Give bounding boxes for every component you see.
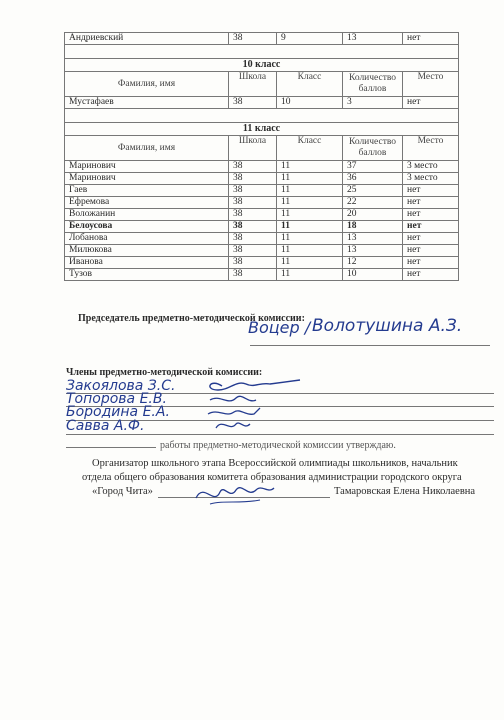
member-name: Топорова Е.В.: [66, 391, 167, 407]
table-row: [65, 197, 459, 209]
cell-score: 3: [343, 97, 403, 109]
cell-class: 9: [277, 33, 343, 45]
cell-score: 25: [343, 185, 403, 197]
table-row: [65, 221, 459, 233]
cell-school: 38: [229, 245, 277, 257]
col-header-score: Количество баллов: [343, 136, 403, 161]
cell-class: 11: [277, 197, 343, 209]
cell-school: 38: [229, 33, 277, 45]
cell-school: 38: [229, 269, 277, 281]
cell-score: 10: [343, 269, 403, 281]
cell-name: Мустафаев: [65, 97, 229, 109]
cell-class: 11: [277, 209, 343, 221]
table-row: [65, 257, 459, 269]
cell-place: 3 место: [403, 161, 459, 173]
col-header-class: Класс: [277, 72, 343, 97]
header-row-11: [65, 136, 459, 161]
cell-name: Ефремова: [65, 197, 229, 209]
chair-signature-name: Волотушина А.З.: [312, 316, 463, 336]
section-title-11: 11 класс: [65, 123, 459, 136]
table-row: [65, 245, 459, 257]
organizer-line-1: Организатор школьного этапа Всероссийской олимпиады школьников, начальник: [92, 458, 458, 469]
cell-name: Гаев: [65, 185, 229, 197]
chair-label: Председатель предметно-методической комиссии:: [78, 313, 305, 324]
cell-class: 11: [277, 269, 343, 281]
approval-line: [66, 447, 156, 448]
spacer-row: [65, 109, 459, 123]
cell-name: Милюкова: [65, 245, 229, 257]
cell-class: 10: [277, 97, 343, 109]
col-header-name: Фамилия, имя: [65, 136, 229, 161]
cell-place: нет: [403, 221, 459, 233]
cell-score: 36: [343, 173, 403, 185]
cell-score: 20: [343, 209, 403, 221]
chair-signature-line: [250, 345, 490, 346]
cell-name: Маринович: [65, 161, 229, 173]
cell-school: 38: [229, 257, 277, 269]
table-row: [65, 209, 459, 221]
cell-score: 12: [343, 257, 403, 269]
cell-class: 11: [277, 221, 343, 233]
cell-school: 38: [229, 221, 277, 233]
cell-school: 38: [229, 97, 277, 109]
cell-school: 38: [229, 161, 277, 173]
cell-score: 37: [343, 161, 403, 173]
cell-name: Тузов: [65, 269, 229, 281]
cell-place: нет: [403, 33, 459, 45]
cell-school: 38: [229, 197, 277, 209]
organizer-name: Тамаровская Елена Николаевна: [334, 486, 476, 497]
cell-score: 18: [343, 221, 403, 233]
cell-place: нет: [403, 233, 459, 245]
cell-place: нет: [403, 245, 459, 257]
cell-place: нет: [403, 269, 459, 281]
grade11-rows: [65, 161, 459, 281]
members-label: Члены предметно-методической комиссии:: [66, 367, 263, 378]
organizer-line-2: отдела общего образования комитета образования администрации городского округа: [82, 472, 462, 483]
section-title-10: 10 класс: [65, 59, 459, 72]
cell-place: нет: [403, 209, 459, 221]
cell-score: 22: [343, 197, 403, 209]
results-table: [64, 32, 459, 281]
cell-school: 38: [229, 185, 277, 197]
member-name: Закоялова З.С.: [66, 378, 176, 394]
approval-text: работы предметно-методической комиссии утверждаю.: [160, 440, 396, 451]
table-row: [65, 173, 459, 185]
member-name: Савва А.Ф.: [66, 418, 145, 434]
cell-name: Андриевский: [65, 33, 229, 45]
col-header-name: Фамилия, имя: [65, 72, 229, 97]
cell-school: 38: [229, 173, 277, 185]
cell-school: 38: [229, 209, 277, 221]
col-header-school: Школа: [229, 72, 277, 97]
cell-class: 11: [277, 161, 343, 173]
cell-class: 11: [277, 233, 343, 245]
cell-name: Белоусова: [65, 221, 229, 233]
cell-name: Маринович: [65, 173, 229, 185]
cell-school: 38: [229, 233, 277, 245]
col-header-school: Школа: [229, 136, 277, 161]
cell-class: 11: [277, 257, 343, 269]
cell-place: нет: [403, 197, 459, 209]
cell-class: 11: [277, 245, 343, 257]
cell-score: 13: [343, 245, 403, 257]
cell-score: 13: [343, 233, 403, 245]
spacer-row: [65, 45, 459, 59]
cell-name: Лобанова: [65, 233, 229, 245]
chair-signature-mark: Воцер /: [248, 318, 311, 337]
organizer-line-3-start: «Город Чита»: [92, 486, 153, 497]
member-name: Бородина Е.А.: [66, 404, 170, 420]
cell-place: 3 место: [403, 173, 459, 185]
cell-class: 11: [277, 173, 343, 185]
cell-class: 11: [277, 185, 343, 197]
organizer-signature: [190, 476, 280, 510]
table-row: [65, 33, 459, 45]
col-header-place: Место: [403, 136, 459, 161]
col-header-place: Место: [403, 72, 459, 97]
col-header-score: Количество баллов: [343, 72, 403, 97]
header-row-10: [65, 72, 459, 97]
cell-place: нет: [403, 97, 459, 109]
table-row: [65, 233, 459, 245]
table-row: [65, 97, 459, 109]
cell-name: Воложанин: [65, 209, 229, 221]
table-row: [65, 185, 459, 197]
member-signatures: [200, 374, 330, 436]
cell-place: нет: [403, 185, 459, 197]
col-header-class: Класс: [277, 136, 343, 161]
table-row: [65, 161, 459, 173]
cell-score: 13: [343, 33, 403, 45]
table-row: [65, 269, 459, 281]
cell-place: нет: [403, 257, 459, 269]
cell-name: Иванова: [65, 257, 229, 269]
